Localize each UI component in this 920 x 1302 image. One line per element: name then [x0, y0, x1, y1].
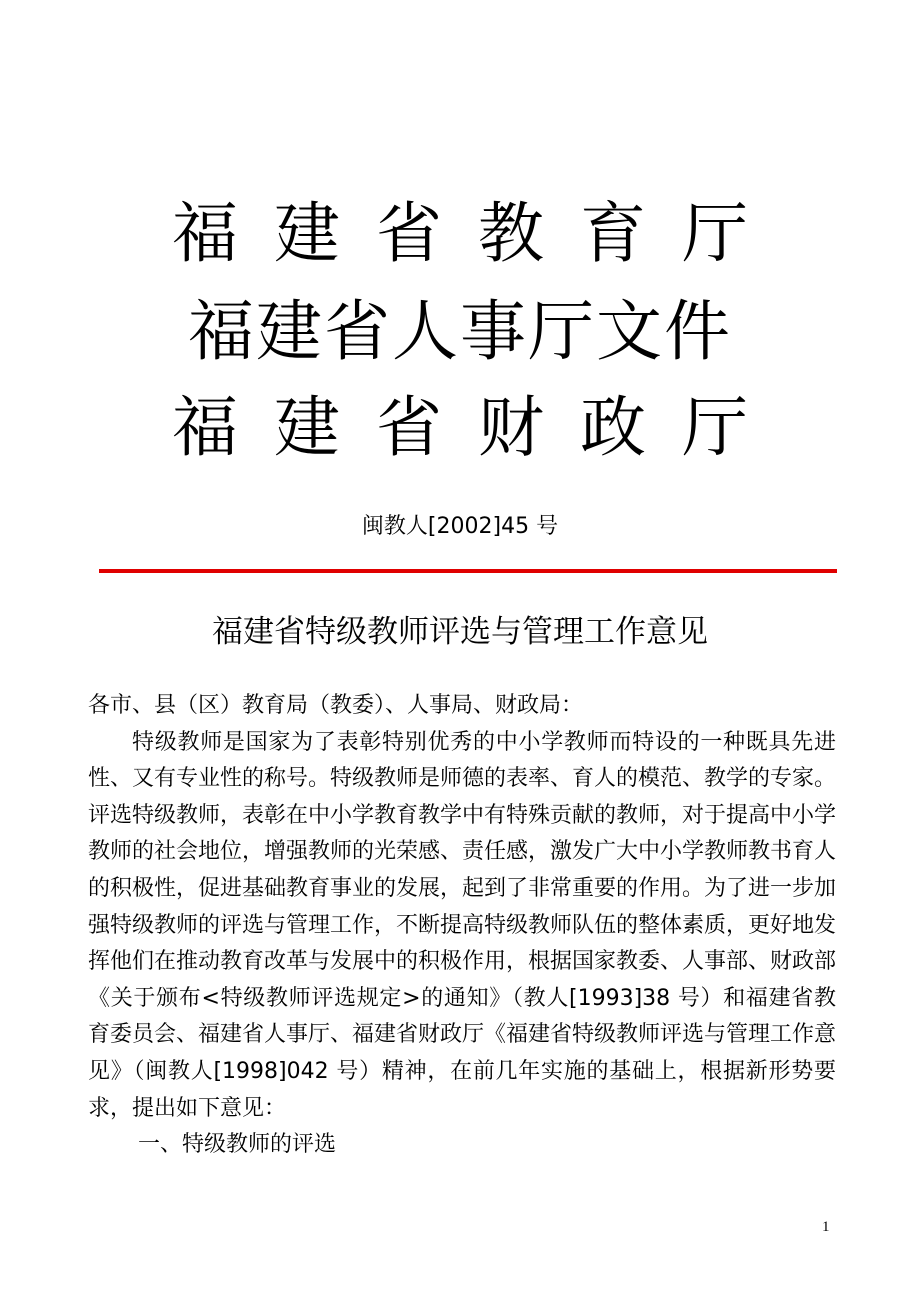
salutation: 各市、县（区）教育局（教委）、人事局、财政局：: [88, 693, 584, 718]
section-heading: 一、特级教师的评选: [138, 1132, 337, 1158]
body-paragraph: 特级教师是国家为了表彰特别优秀的中小学教师而特设的一种既具先进性、又有专业性的称号。特级教师是师德的表率、育人的模范、教学的专家。评选特级教师，表彰在中小学教育教学中有特殊贡献的教师，对于提高中小学教师的社会地位，增强教师的光荣感、责任感，激发广大中小学教师教书育人的积极性，促进基础教育事业的发展，起到了非常重要的作用。为了进一步加强特级教师的评选与管理工作，不断提高特级教师队伍的整体素质，更好地发挥他们在推动教育改革与发展中的积极作用，根据国家教委、人事部、财政部《关于颁布<特级教师评选规定>的通知》（教人[1993]38 号）和福建省教育委员会、福建省人事厅、福建省财政厅《福建省特级教师评选与管理工作意见》（闽教人[1998]042 号）精神，在前几年实施的基础上，根据新形势要求，提出如下意见：: [88, 729, 837, 1121]
issuer-line-education: 福建省教育厅: [172, 195, 784, 272]
document-title: 福建省特级教师评选与管理工作意见: [212, 614, 708, 650]
page-number: 1: [822, 1219, 830, 1235]
document-number: 闽教人[2002]45 号: [361, 514, 559, 539]
issuer-line-personnel: 福建省人事厅文件: [188, 293, 732, 370]
red-separator-line: [99, 569, 837, 573]
issuer-line-finance: 福建省财政厅: [172, 389, 784, 466]
document-body: [88, 688, 836, 1164]
